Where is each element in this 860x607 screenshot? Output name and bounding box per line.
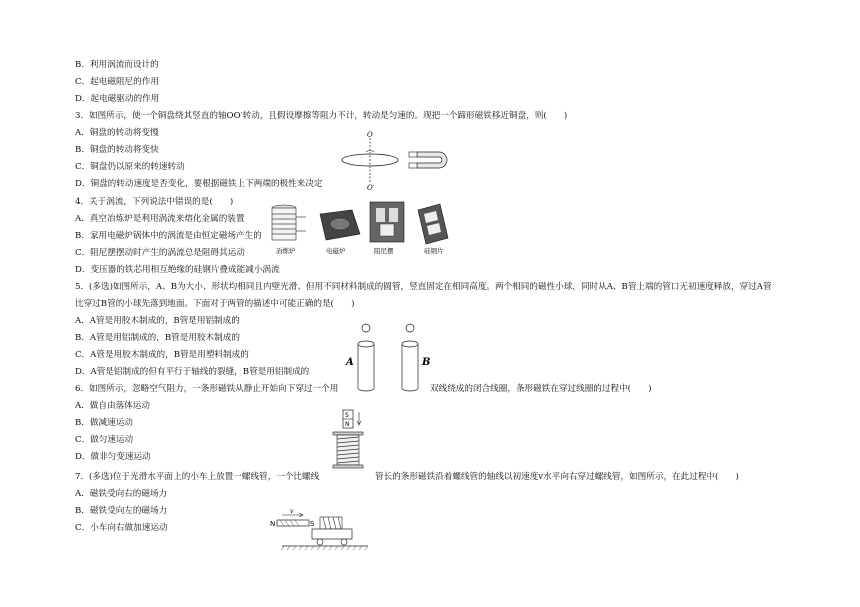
tube-a [358, 341, 374, 391]
question-7-stem-right: 管长的条形磁铁沿着螺线管的轴线以初速度v水平向右穿过螺线管，如图所示，在此过程中( ) [375, 472, 739, 482]
tube-a-label: A [346, 357, 354, 368]
question-7-option-c: C．小车向右做加速运动 [75, 523, 168, 533]
question-6-option-d: D．做非匀变速运动 [75, 452, 151, 462]
magnet-pole-s-label: S [310, 520, 315, 528]
magnetic-ball-a [362, 324, 370, 332]
axis-bottom-label: O′ [367, 184, 375, 192]
caption-furnace: 冶炼炉 [276, 247, 296, 255]
tube-b-label: B [422, 357, 431, 368]
question-6-option-b: B．做减速运动 [75, 418, 133, 428]
magnet-pole-n: N [345, 421, 350, 428]
question-4-option-a: A．真空冶炼炉是利用涡流来熔化金属的装置 [75, 214, 245, 224]
question-4-option-b: B．家用电磁炉锅体中的涡流是由恒定磁场产生的 [75, 231, 262, 241]
question-5-option-d: D．A管是铝制成的但有平行于轴线的裂缝，B管是用铝制成的 [75, 367, 310, 377]
axis-top-label: O [367, 131, 373, 139]
question-3-stem: 3．如图所示，使一个铜盘绕其竖直的轴OO′转动，且假设摩擦等阻力不计，转动是匀速的。现把一个蹄形磁铁移近铜盘，则( ) [75, 111, 568, 121]
caption-silicon-steel: 硅钢片 [424, 247, 444, 255]
magnet-pole-n-label: N [270, 520, 276, 528]
silicon-steel-image [418, 204, 448, 244]
question-6-stem-right: 双线绕成的闭合线圈，条形磁铁在穿过线圈的过程中( ) [430, 384, 652, 394]
tube-b [402, 341, 418, 391]
horseshoe-magnet [417, 152, 447, 168]
furnace-image [272, 205, 306, 240]
cart [312, 529, 352, 545]
question-3-option-c: C．铜盘仍以原来的转速转动 [75, 162, 185, 172]
question-5-stem-cont: 比穿过B管的小球先落到地面。下面对于两管的描述中可能正确的是( ) [75, 299, 355, 309]
solenoid-cart-figure [268, 505, 378, 557]
question-6-option-a: A．做自由落体运动 [75, 401, 150, 411]
question-3-option-a: A．铜盘的转动将变慢 [75, 128, 159, 138]
question-3-option-d: D．铜盘的转动速度是否变化，要根据磁铁上下两端的极性来决定 [75, 179, 323, 189]
question-7-option-b: B．磁铁受向左的磁场力 [75, 506, 168, 516]
option-d-line: D．起电磁驱动的作用 [75, 94, 160, 104]
caption-damping-pendulum: 阻尼摆 [374, 247, 394, 255]
question-6-stem-left: 6．如图所示，忽略空气阻力，一条形磁铁从静止开始向下穿过一个用 [75, 384, 339, 394]
option-c-line: C．起电磁阻尼的作用 [75, 77, 159, 87]
question-5-option-c: C．A管是用胶木制成的，B管是用塑料制成的 [75, 350, 249, 360]
question-7-stem-left: 7．(多选)位于光滑水平面上的小车上放置一螺线管，一个比螺线 [75, 472, 320, 482]
magnet-pole-s: S [345, 412, 349, 419]
question-5-stem: 5．(多选)如图所示，A、B为大小、形状均相同且内壁光滑、但用不同材料制成的圆管，竖直固定在相同高度。两个相同的磁性小球，同时从A、B管上端的管口无初速度释放，穿过A管 [75, 282, 772, 292]
question-6-option-c: C．做匀速运动 [75, 435, 134, 445]
question-7-option-a: A．磁铁受向右的磁场力 [75, 489, 168, 499]
question-4-stem: 4．关于涡流，下列说法中错误的是( ) [75, 197, 234, 207]
question-3-option-b: B．铜盘的转动将变快 [75, 145, 159, 155]
velocity-label: v [290, 508, 294, 515]
coil [333, 432, 363, 468]
question-5-option-b: B．A管是用铝制成的，B管是用胶木制成的 [75, 333, 240, 343]
question-4-option-d: D．变压器的铁芯用相互绝缘的硅钢片叠成能减小涡流 [75, 265, 280, 275]
eddy-current-devices-figure [268, 200, 468, 258]
copper-disc-figure [335, 128, 455, 192]
solenoid [320, 517, 342, 529]
caption-induction-cooker: 电磁炉 [326, 247, 346, 255]
magnetic-ball-b [406, 324, 414, 332]
tubes-figure [340, 320, 440, 398]
question-4-option-c: C．阻尼摆摆动时产生的涡流总是阻碍其运动 [75, 248, 245, 258]
induction-cooker-image [320, 210, 360, 240]
question-5-option-a: A．A管是用胶木制成的，B管是用铝制成的 [75, 316, 240, 326]
damping-pendulum-image [370, 202, 404, 242]
falling-magnet-figure [325, 408, 385, 472]
option-b-line: B．利用涡流而设计的 [75, 60, 159, 70]
